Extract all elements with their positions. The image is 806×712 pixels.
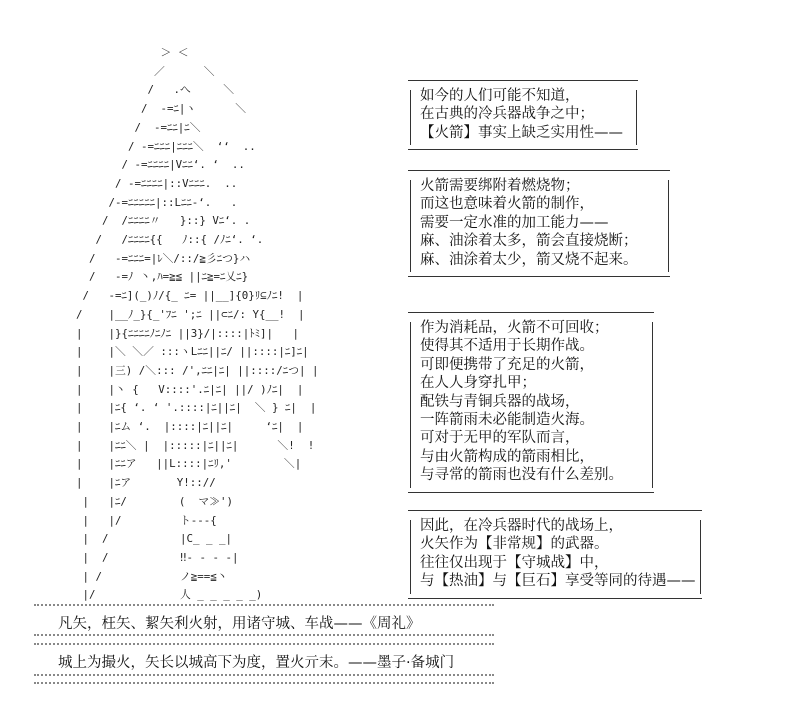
ascii-art-line: | |ﾆﾆア ||L::::|ﾆﾘ,' ＼|: [76, 457, 302, 471]
ascii-art-line: / .へ ＼: [76, 83, 235, 97]
dialog-box: [408, 510, 702, 598]
dialog-box-right-border: [652, 322, 653, 488]
ascii-art-line: / -=ﾆ|ヽ ＼: [76, 102, 246, 116]
quote-separator-3: [34, 643, 494, 645]
ascii-art-line: | |/ ト---{: [76, 513, 217, 527]
dialog-box-left-border: [410, 90, 411, 145]
ascii-art-line: / -=ﾆﾆﾆﾆ|Vﾆﾆ‘. ‘ ..: [76, 158, 245, 172]
ascii-art-line: | |ﾆﾆ＼ | |:::::|ﾆ||ﾆ| ＼! !: [76, 438, 315, 452]
dialog-line: 需要一定水准的加工能力——: [420, 214, 609, 231]
ascii-art-line: / -=ﾆﾆﾆﾆ|::Vﾆﾆﾆ. ..: [76, 176, 238, 190]
ascii-art-line: / -=ﾆﾆﾆ|ﾆﾆﾆ＼ ‘‘ ..: [76, 139, 256, 153]
ascii-art-line: / -=ﾆﾆﾆ=|ﾚ＼/::/≧彡ﾆつ}ハ: [76, 251, 251, 265]
ascii-art-line: / |__ﾉ_}{_'ﾌﾆ ';ﾆ ||⊂ﾆ/: Y{__! |: [76, 307, 305, 321]
ascii-art-line: | |ﾆム ‘. |::::|ﾆ||ﾆ| ‘ﾆ| |: [76, 420, 304, 434]
dialog-box-bottom-border: [408, 276, 670, 277]
dialog-line: 火矢作为【非常规】的武器。: [420, 536, 609, 553]
ascii-art-figure: [76, 44, 376, 604]
dialog-box-right-border: [668, 180, 669, 272]
dialog-box-top-border: [408, 80, 638, 81]
ascii-art-line: / /ﾆﾆﾆﾆ〃 }::} Vﾆ‘. .: [76, 214, 251, 228]
dialog-line: 在人人身穿扎甲；: [420, 375, 536, 392]
dialog-line: 麻、油涂着太多，箭会直接烧断；: [420, 233, 638, 250]
dialog-box: [408, 170, 670, 276]
ascii-art-line: | |ﾆ/ ( マ≫'): [76, 494, 233, 508]
ascii-art-line: | |ﾆア Y!:://: [76, 476, 216, 490]
dialog-line: 与【热油】与【巨石】享受等同的待遇——: [420, 573, 696, 590]
quote-separator-4: [34, 674, 494, 676]
dialog-line: 可对于无甲的军队而言，: [420, 430, 580, 447]
dialog-line: 作为消耗品，火箭不可回收；: [420, 320, 609, 336]
quote-zhouli: 凡矢，枉矢、絜矢利火射，用诸守城、车战——《周礼》: [58, 616, 421, 632]
ascii-art-line: / -=ﾉ 丶,ﾊ=≧≦ ||ﾆ≧=ﾆ乂ﾆ}: [76, 270, 249, 284]
dialog-box-top-border: [408, 510, 702, 511]
dialog-line: 往往仅出现于【守城战】中，: [420, 554, 609, 571]
quote-separator-2: [34, 634, 494, 636]
dialog-line: 在古典的冷兵器战争之中；: [420, 106, 594, 123]
dialog-line: 【火箭】事实上缺乏实用性——: [420, 124, 623, 141]
dialog-box: [408, 312, 654, 492]
dialog-line: 与由火箭构成的箭雨相比，: [420, 448, 594, 465]
ascii-art-line: |/ 人 _ _ _ _ _): [76, 588, 263, 602]
dialog-line: 可即便携带了充足的火箭，: [420, 356, 594, 373]
ascii-art-line: | / ‼- - - -|: [76, 550, 239, 564]
dialog-box-bottom-border: [408, 598, 702, 599]
quote-separator-1: [34, 604, 494, 606]
ascii-art-line: | |}{ﾆﾆﾆﾆﾉﾆﾉﾆ ||3}/|::::|ﾄﾐ]| |: [76, 326, 299, 340]
dialog-line: 与寻常的箭雨也没有什么差别。: [420, 467, 623, 484]
dialog-box-top-border: [408, 312, 654, 313]
ascii-art-line: / -=ﾆﾆ|ﾆ＼: [76, 120, 233, 134]
ascii-art-line: | |＼ ＼／ :::ヽLﾆﾆ||ﾆ/ ||::::|ﾆ]ﾆ|: [76, 345, 309, 359]
dialog-line: 一阵箭雨未必能制造火海。: [420, 412, 594, 428]
dialog-box-left-border: [410, 520, 411, 594]
ascii-art-line: ／ ＼: [76, 64, 215, 78]
ascii-art-line: | / ノ≧==≦丶: [76, 569, 228, 583]
dialog-line: 火箭需要绑附着燃烧物；: [420, 178, 580, 194]
dialog-box-left-border: [410, 322, 411, 488]
dialog-line: 配铁与青铜兵器的战场，: [420, 393, 580, 410]
ascii-art-line: | / |C_ _ _|: [76, 532, 233, 546]
ascii-art-line: / -=ﾆ](_)ﾉ/{_ ﾆ= ||__]{0}ﾘ⊆ﾉﾆ! |: [76, 289, 304, 303]
dialog-box-right-border: [700, 520, 701, 594]
ascii-art-line: | |ﾆ{ ‘. ‘ '.::::|ﾆ||ﾆ| ＼ } ﾆ| |: [76, 401, 317, 415]
dialog-line: 因此，在冷兵器时代的战场上，: [420, 518, 623, 534]
dialog-box-top-border: [408, 170, 670, 171]
dialog-box: [408, 80, 638, 149]
quote-mozi: 城上为撮火，矢长以城高下为度，置火亓末。——墨子·备城门: [58, 655, 455, 671]
dialog-box-left-border: [410, 180, 411, 272]
ascii-art-line: | |丶 { V::::'.ﾆ|ﾆ| ||/ )ﾉﾆ| |: [76, 382, 304, 396]
ascii-art-lines: [76, 44, 319, 605]
dialog-line: 麻、油涂着太少，箭又烧不起来。: [420, 251, 638, 268]
dialog-box-right-border: [636, 90, 637, 145]
ascii-art-line: | |三) /＼::: /',ﾆﾆ|ﾆ| ||::::/ﾆつ| |: [76, 363, 319, 377]
ascii-art-line: / /ﾆﾆﾆﾆ{{ ﾉ::{ /ﾉﾆ‘. ‘.: [76, 233, 264, 247]
quote-separator-5: [34, 682, 494, 684]
dialog-line: 如今的人们可能不知道，: [420, 88, 580, 104]
ascii-art-line: ＞ ＜: [76, 46, 189, 59]
dialog-box-bottom-border: [408, 149, 638, 150]
dialog-line: 使得其不适用于长期作战。: [420, 338, 594, 355]
dialog-box-bottom-border: [408, 492, 654, 493]
dialog-line: 而这也意味着火箭的制作，: [420, 196, 594, 213]
ascii-art-line: /-=ﾆﾆﾆﾆﾆ|::Lﾆﾆ‐‘. .: [76, 195, 238, 209]
